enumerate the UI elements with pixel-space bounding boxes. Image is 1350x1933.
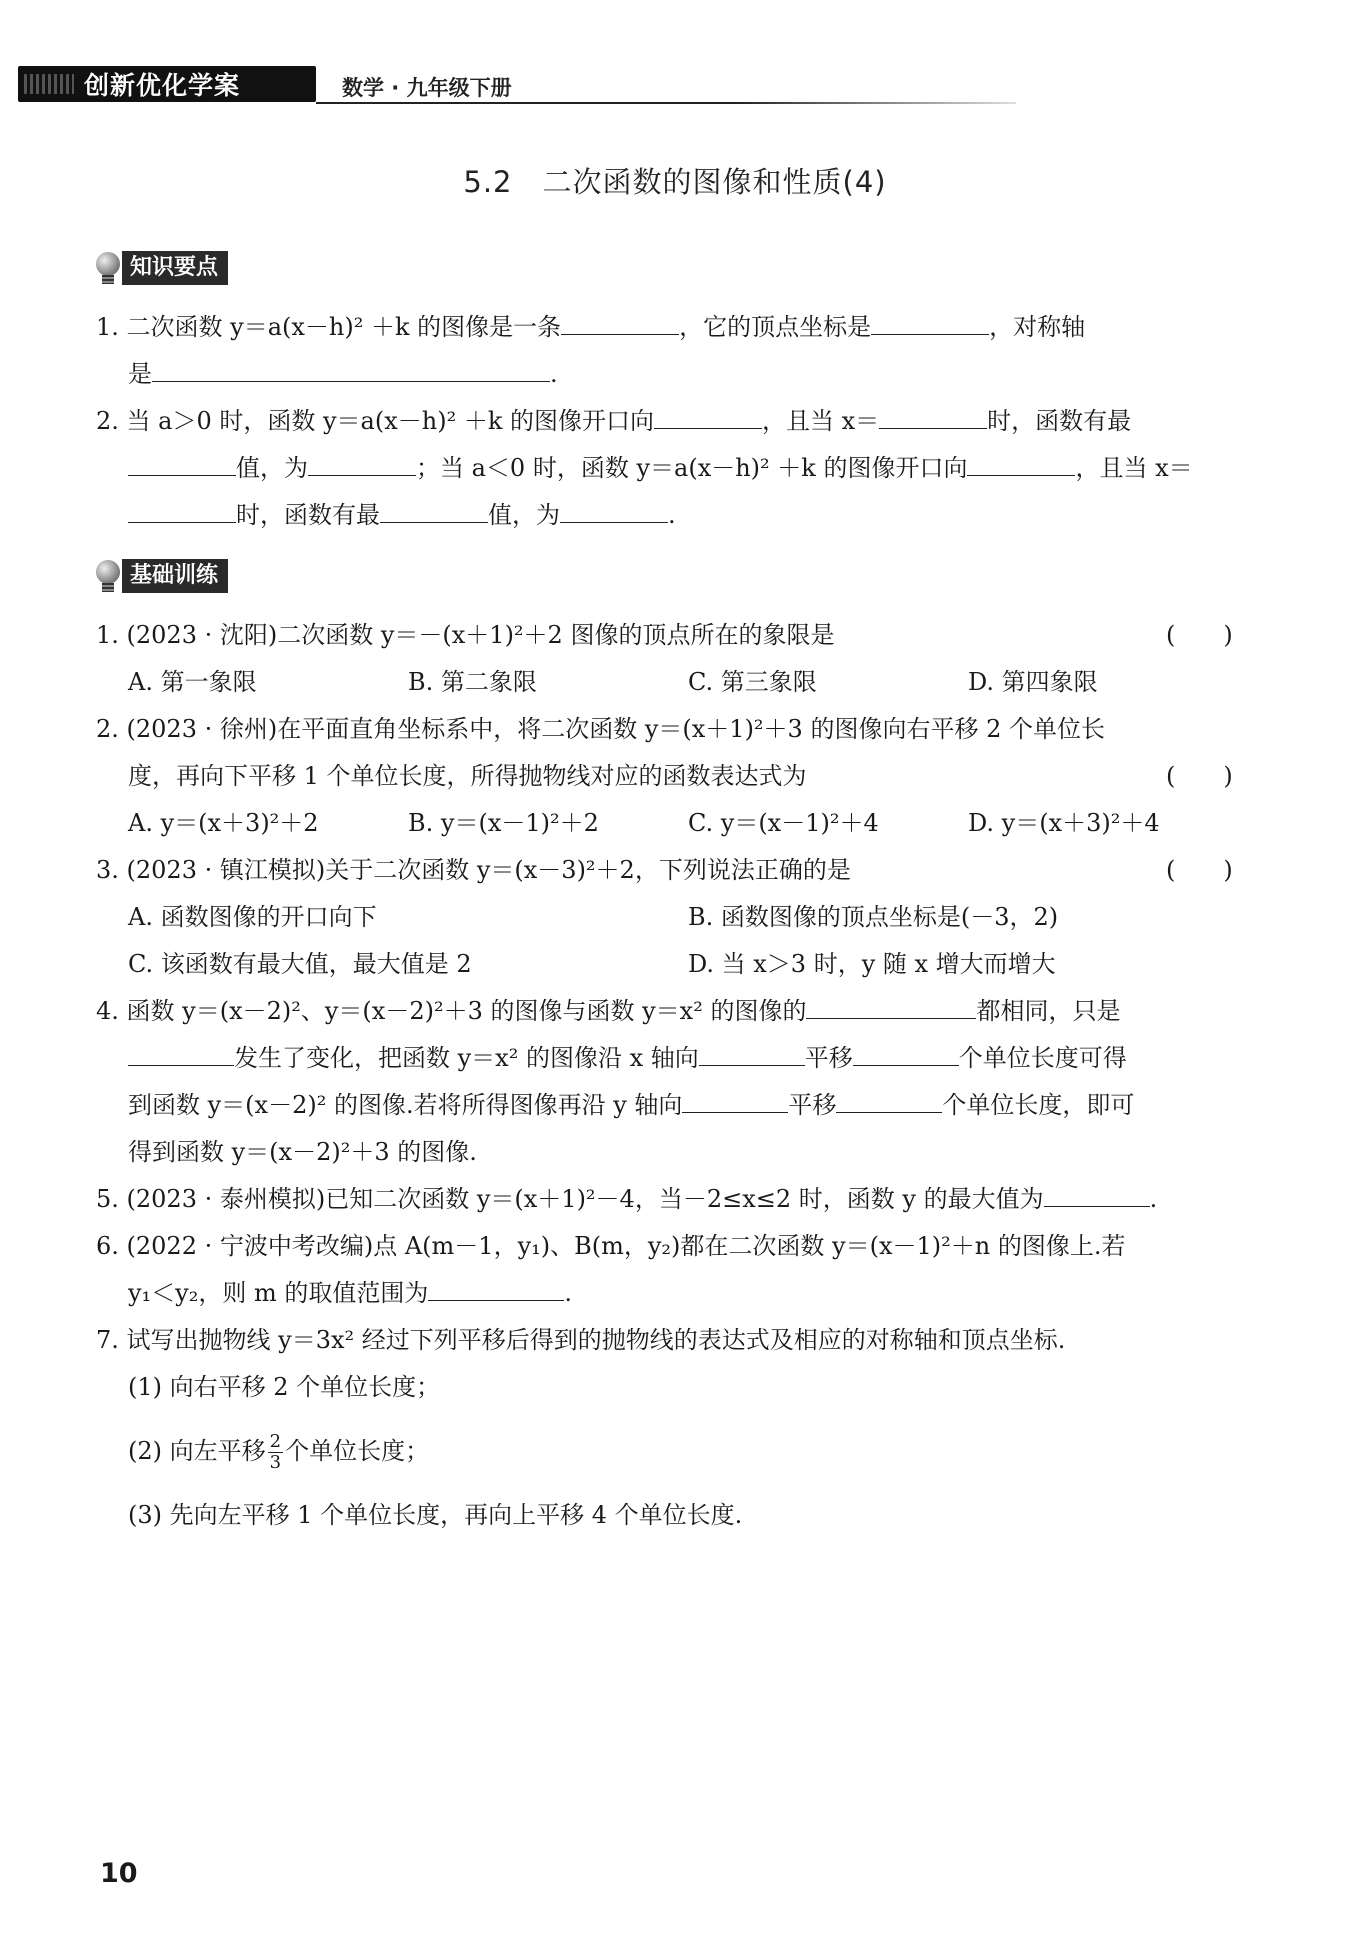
option-a[interactable]: A. y＝(x＋3)²＋2 — [128, 809, 319, 837]
page-number: 10 — [100, 1858, 138, 1889]
section-tag-basic — [96, 558, 228, 594]
brand-title: 创新优化学案 — [84, 71, 241, 100]
answer-paren[interactable]: ( ) — [1166, 856, 1233, 884]
basic-q7-part1: (1) 向右平移 2 个单位长度； — [128, 1373, 441, 1401]
option-d[interactable]: D. y＝(x＋3)²＋4 — [968, 809, 1160, 837]
knowledge-q1-line1: 1. 二次函数 y＝a(x－h)² ＋k 的图像是一条 ，它的顶点坐标是 ，对称轴 — [96, 310, 1085, 344]
answer-paren[interactable]: ( ) — [1166, 621, 1233, 649]
option-b[interactable]: B. y＝(x－1)²＋2 — [408, 809, 599, 837]
page-header — [18, 64, 1328, 106]
brand-banner — [18, 66, 316, 102]
option-c[interactable]: C. 该函数有最大值，最大值是 2 — [128, 950, 472, 978]
basic-q4-line4: 得到函数 y＝(x－2)²＋3 的图像. — [128, 1138, 477, 1166]
option-d[interactable]: D. 当 x＞3 时，y 随 x 增大而增大 — [688, 950, 1056, 978]
basic-q6-line2: y₁＜y₂，则 m 的取值范围为 . — [128, 1276, 572, 1310]
basic-q7-part3: (3) 先向左平移 1 个单位长度，再向上平移 4 个单位长度. — [128, 1501, 743, 1529]
answer-blank[interactable] — [871, 310, 989, 335]
basic-q5: 5. (2023 · 泰州模拟)已知二次函数 y＝(x＋1)²－4，当－2≤x≤2 时，函数 y 的最大值为 . — [96, 1182, 1157, 1216]
answer-blank[interactable] — [879, 404, 987, 429]
basic-q1: 1. (2023 · 沈阳)二次函数 y＝－(x＋1)²＋2 图像的顶点所在的象限是 — [96, 621, 835, 649]
option-b[interactable]: B. 函数图像的顶点坐标是(－3，2) — [688, 903, 1059, 931]
knowledge-q2-line3: 时，函数有最 值，为 . — [128, 498, 676, 532]
answer-blank[interactable] — [967, 451, 1075, 476]
answer-blank[interactable] — [1044, 1182, 1150, 1207]
fraction: $\frac{2}{3}$ — [269, 1431, 282, 1473]
answer-blank[interactable] — [128, 498, 236, 523]
answer-blank[interactable] — [128, 451, 236, 476]
basic-q4-line3: 到函数 y＝(x－2)² 的图像.若将所得图像再沿 y 轴向 平移 个单位长度，即可 — [128, 1088, 1134, 1122]
knowledge-q1-line2: 是 . — [128, 357, 558, 391]
stripe-decoration — [24, 74, 74, 94]
basic-q2-line2: 度，再向下平移 1 个单位长度，所得抛物线对应的函数表达式为 — [128, 762, 807, 790]
basic-q3: 3. (2023 · 镇江模拟)关于二次函数 y＝(x－3)²＋2，下列说法正确的是 — [96, 856, 851, 884]
answer-blank[interactable] — [853, 1041, 959, 1066]
answer-blank[interactable] — [380, 498, 488, 523]
basic-q7-part2: (2) 向左平移 $\frac{2}{3}$ 个单位长度； — [128, 1431, 430, 1473]
answer-blank[interactable] — [561, 310, 679, 335]
basic-q6-line1: 6. (2022 · 宁波中考改编)点 A(m－1，y₁)、B(m，y₂)都在二次函数 y＝(x－1)²＋n 的图像上.若 — [96, 1232, 1126, 1260]
basic-q7: 7. 试写出抛物线 y＝3x² 经过下列平移后得到的抛物线的表达式及相应的对称轴和顶点坐标. — [96, 1326, 1066, 1354]
section-label: 基础训练 — [122, 559, 228, 593]
option-b[interactable]: B. 第二象限 — [408, 668, 537, 696]
option-c[interactable]: C. 第三象限 — [688, 668, 817, 696]
answer-blank[interactable] — [806, 994, 976, 1019]
bulb-icon — [96, 558, 120, 594]
option-a[interactable]: A. 函数图像的开口向下 — [128, 903, 377, 931]
page-title: 5.2 二次函数的图像和性质(4) — [463, 165, 887, 199]
option-a[interactable]: A. 第一象限 — [128, 668, 257, 696]
section-tag-knowledge — [96, 250, 228, 286]
answer-blank[interactable] — [128, 1041, 234, 1066]
knowledge-q2-line2: 值，为 ；当 a＜0 时，函数 y＝a(x－h)² ＋k 的图像开口向 ，且当 x＝ — [128, 451, 1193, 485]
header-rule — [316, 102, 1016, 104]
answer-blank[interactable] — [836, 1088, 942, 1113]
knowledge-q2-line1: 2. 当 a＞0 时，函数 y＝a(x－h)² ＋k 的图像开口向 ，且当 x＝ 时，函数有最 — [96, 404, 1131, 438]
section-label: 知识要点 — [122, 251, 228, 285]
basic-q4-line2: 发生了变化，把函数 y＝x² 的图像沿 x 轴向 平移 个单位长度可得 — [128, 1041, 1127, 1075]
basic-q4-line1: 4. 函数 y＝(x－2)²、y＝(x－2)²＋3 的图像与函数 y＝x² 的图像的 都相同，只是 — [96, 994, 1120, 1028]
answer-blank[interactable] — [428, 1276, 564, 1301]
subject-label: 数学 · 九年级下册 — [342, 76, 512, 100]
option-d[interactable]: D. 第四象限 — [968, 668, 1098, 696]
option-c[interactable]: C. y＝(x－1)²＋4 — [688, 809, 879, 837]
answer-paren[interactable]: ( ) — [1166, 762, 1233, 790]
answer-blank[interactable] — [560, 498, 668, 523]
answer-blank[interactable] — [308, 451, 416, 476]
answer-blank[interactable] — [152, 357, 550, 382]
basic-q2-line1: 2. (2023 · 徐州)在平面直角坐标系中，将二次函数 y＝(x＋1)²＋3 的图像向右平移 2 个单位长 — [96, 715, 1105, 743]
bulb-icon — [96, 250, 120, 286]
answer-blank[interactable] — [699, 1041, 805, 1066]
answer-blank[interactable] — [682, 1088, 788, 1113]
answer-blank[interactable] — [654, 404, 762, 429]
